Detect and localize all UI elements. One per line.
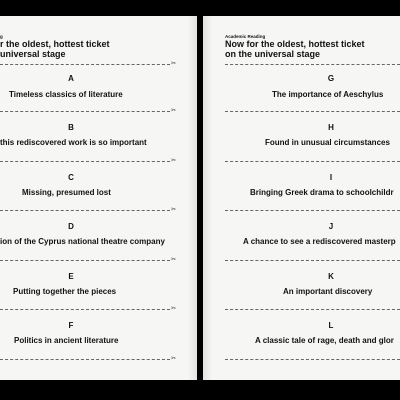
gutter-shadow [187, 16, 197, 380]
heading-letter: I [329, 173, 333, 182]
heading-text: Found in unusual circumstances [265, 138, 390, 147]
heading-letter: H [328, 123, 334, 132]
page-title-line-2: universal stage [0, 49, 66, 59]
heading-letter: B [68, 123, 74, 132]
cut-line [225, 309, 400, 310]
heading-text: ion of the Cyprus national theatre company [0, 237, 165, 246]
heading-letter: A [68, 74, 74, 83]
heading-text: The importance of Aeschylus [272, 90, 384, 99]
section-label: g [0, 34, 3, 39]
heading-text: An important discovery [283, 287, 373, 296]
scissors-icon: ✂ [171, 158, 177, 164]
cut-line [0, 111, 170, 112]
scissors-icon: ✂ [171, 61, 177, 67]
scissors-icon: ✂ [171, 207, 177, 213]
heading-text: Putting together the pieces [13, 287, 117, 296]
heading-letter: L [328, 321, 334, 330]
cut-line [0, 161, 170, 162]
heading-text: A classic tale of rage, death and glor [255, 336, 394, 345]
cut-line [225, 161, 400, 162]
cut-line [225, 210, 400, 211]
heading-text: this rediscovered work is so important [0, 138, 147, 147]
heading-text: Timeless classics of literature [9, 90, 123, 99]
cut-line [0, 64, 170, 65]
heading-text: Missing, presumed lost [22, 188, 111, 197]
section-label: Academic Reading [225, 34, 266, 39]
cut-line [0, 359, 170, 360]
cut-line [0, 309, 170, 310]
page-title-line-1: r the oldest, hottest ticket [0, 39, 110, 49]
heading-letter: K [328, 272, 334, 281]
heading-text: Politics in ancient literature [14, 336, 119, 345]
cut-line [0, 260, 170, 261]
heading-text: A chance to see a rediscovered masterp [243, 237, 396, 246]
heading-letter: D [68, 222, 74, 231]
page-title-line-1: Now for the oldest, hottest ticket [225, 39, 365, 49]
cut-line [225, 260, 400, 261]
scissors-icon: ✂ [171, 306, 177, 312]
heading-text: Bringing Greek drama to schoolchildr [250, 188, 394, 197]
cut-line [225, 359, 400, 360]
heading-letter: J [328, 222, 334, 231]
left-page [0, 16, 197, 380]
heading-letter: E [68, 272, 74, 281]
scissors-icon: ✂ [171, 356, 177, 362]
cut-line [225, 64, 400, 65]
heading-letter: C [68, 173, 74, 182]
cut-line [225, 111, 400, 112]
scissors-icon: ✂ [171, 108, 177, 114]
scissors-icon: ✂ [171, 257, 177, 263]
heading-letter: G [327, 74, 335, 83]
cut-line [0, 210, 170, 211]
page-title-line-2: on the universal stage [225, 49, 321, 59]
heading-letter: F [68, 321, 74, 330]
gutter-shadow [203, 16, 213, 380]
right-page [203, 16, 400, 380]
